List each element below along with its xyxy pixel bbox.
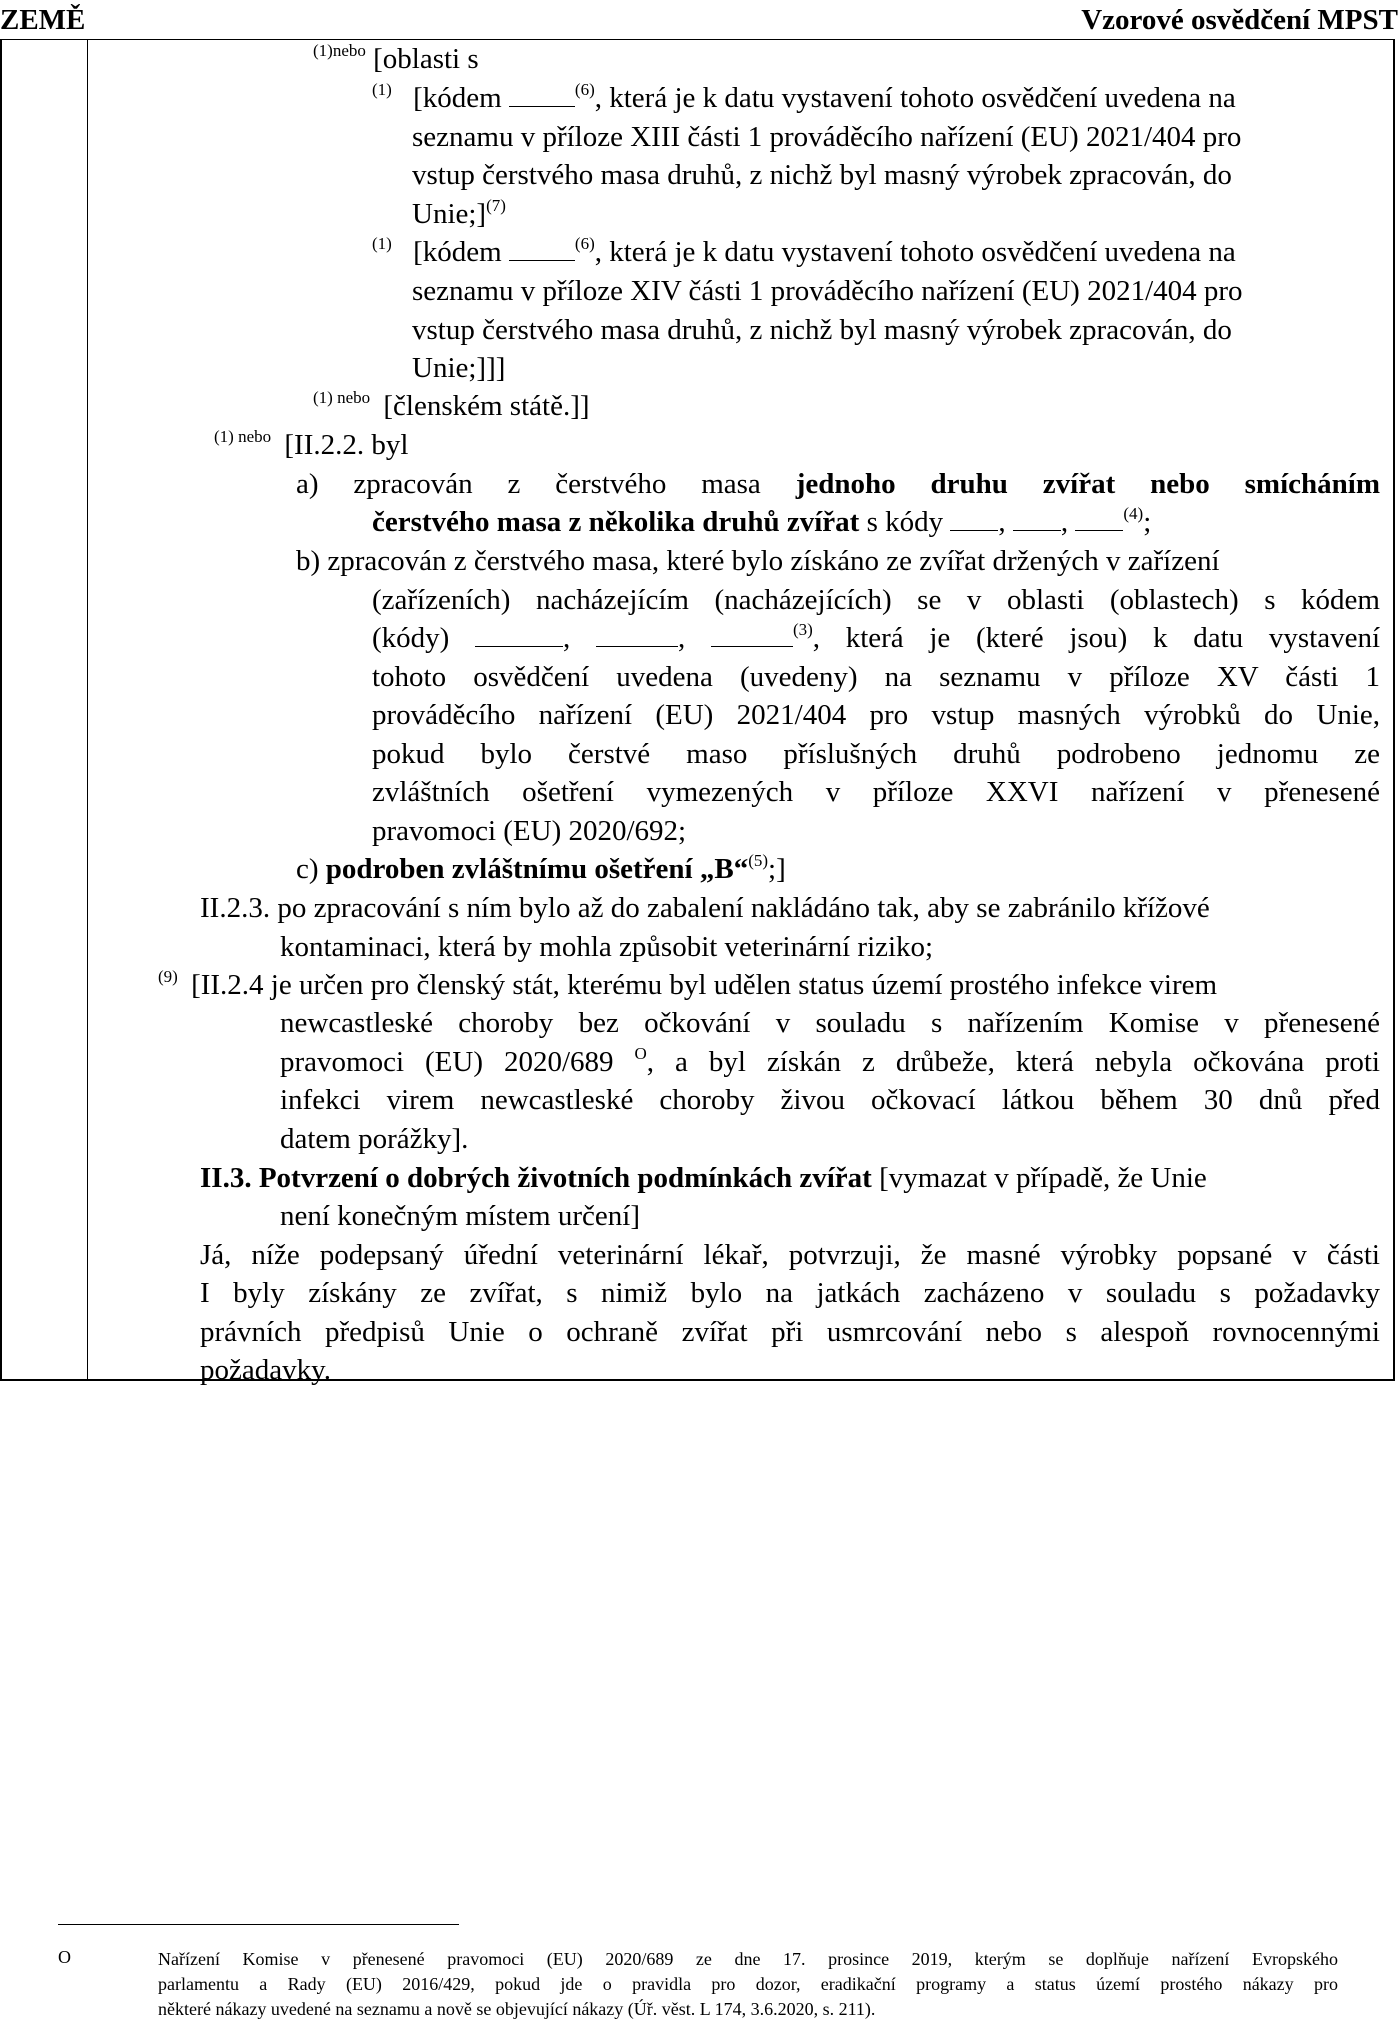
blank-field — [475, 624, 563, 647]
footnote-ref: (1) — [372, 80, 392, 99]
text-line: seznamu v příloze XIII části 1 prováděcího nařízení (EU) 2021/404 pro — [412, 121, 1242, 153]
item-b-line2: (zařízeních) nacházejícím (nacházejících) se v oblasti (oblastech) s kódem — [372, 584, 1380, 616]
text-span-bold: čerstvého masa z několika druhů zvířat — [372, 506, 860, 538]
footnote-ref: (1)nebo — [313, 41, 366, 60]
footnote-ref: (4) — [1123, 504, 1144, 523]
attestation-line3: právních předpisů Unie o ochraně zvířat při usmrcování nebo s alespoň rovnocennými — [200, 1316, 1380, 1348]
attestation-line1: Já, níže podepsaný úřední veterinární lékař, potvrzuji, že masné výrobky popsané v části — [200, 1239, 1380, 1271]
text-span: c) — [296, 853, 326, 885]
line-ii22 — [214, 426, 408, 464]
blank-field — [509, 84, 575, 107]
blank-field — [596, 624, 678, 647]
line-kodem-2 — [372, 233, 1236, 271]
item-b-line6: pokud bylo čerstvé maso příslušných druhů podrobeno jednomu ze — [372, 738, 1380, 770]
footnote-ref: O — [634, 1044, 647, 1063]
section-ii24-line5: datem porážky]. — [280, 1123, 469, 1155]
text-span: (kódy) — [372, 622, 476, 654]
blank-field — [711, 624, 793, 647]
section-ii3-line2: není konečným místem určení] — [280, 1200, 640, 1232]
section-ii24-line3 — [280, 1043, 1380, 1081]
text-span: [kódem — [413, 82, 509, 114]
footnote-ref: (1) — [372, 234, 392, 253]
blank-field — [1013, 508, 1061, 531]
section-ii24-line4: infekci virem newcastleské choroby živou očkovací látkou během 30 dnů před — [280, 1084, 1380, 1116]
attestation-line2: I byly získány ze zvířat, s nimiž bylo na jatkách zacházeno v souladu s požadavky — [200, 1277, 1380, 1309]
blank-field — [950, 508, 998, 531]
item-b-line8: pravomoci (EU) 2020/692; — [372, 815, 687, 847]
text-span: , — [1060, 506, 1076, 538]
text-span: pravomoci (EU) 2020/689 — [280, 1046, 635, 1078]
item-c — [296, 850, 786, 888]
item-b-line7: zvláštních ošetření vymezených v příloze XXVI nařízení v přenesené — [372, 776, 1380, 808]
footnote-line3: některé nákazy uvedené na seznamu a nově se objevující nákazy (Úř. věst. L 174, 3.6.2020, s. 211). — [158, 1999, 876, 2019]
text-span: , která je k datu vystavení tohoto osvědčení uvedena na — [594, 236, 1236, 268]
text-line — [412, 195, 506, 233]
blank-field — [509, 238, 575, 261]
column-divider — [87, 40, 88, 1379]
footnote-ref: (6) — [574, 80, 595, 99]
header-title: Vzorové osvědčení MPST — [1081, 4, 1398, 36]
text-span: Unie;] — [412, 198, 487, 230]
text-span: [II.2.4 je určen pro členský stát, kterému byl udělen status území prostého infekce virem — [191, 969, 1218, 1001]
text-span: a) zpracován z čerstvého masa — [296, 468, 796, 500]
item-b-line3 — [372, 619, 1380, 657]
section-ii3-title: II.3. Potvrzení o dobrých životních podmínkách zvířat — [200, 1162, 872, 1194]
text-span: ; — [1143, 506, 1152, 538]
header-country: ZEMĚ — [0, 4, 86, 36]
footnote-line1: Nařízení Komise v přenesené pravomoci (EU) 2020/689 ze dne 17. prosince 2019, kterým se doplňuje nařízení Evropského — [158, 1949, 1338, 1969]
line-oblasti — [313, 40, 479, 78]
text-span: , — [563, 622, 596, 654]
line-clenskem-state — [313, 387, 590, 425]
footnote-rule — [58, 1924, 459, 1925]
item-b-line4: tohoto osvědčení uvedena (uvedeny) na seznamu v příloze XV části 1 — [372, 661, 1380, 693]
text-span: , — [998, 506, 1013, 538]
text-line: vstup čerstvého masa druhů, z nichž byl masný výrobek zpracován, do — [412, 159, 1232, 191]
text-span: [oblasti s — [373, 43, 479, 75]
text-line: vstup čerstvého masa druhů, z nichž byl masný výrobek zpracován, do — [412, 314, 1232, 346]
footnote-ref: (6) — [574, 234, 595, 253]
text-line: Unie;]]] — [412, 352, 506, 384]
text-line: seznamu v příloze XIV části 1 prováděcího nařízení (EU) 2021/404 pro — [412, 275, 1243, 307]
attestation-line4: požadavky. — [200, 1354, 331, 1386]
item-b-line5: prováděcího nařízení (EU) 2021/404 pro vstup masných výrobků do Unie, — [372, 699, 1380, 731]
footnote-ref: (1) nebo — [313, 388, 371, 407]
text-span: , a byl získán z drůbeže, která nebyla očkována proti — [646, 1046, 1380, 1078]
section-ii3-line1 — [200, 1159, 1207, 1197]
footnote-ref: (7) — [486, 196, 506, 215]
text-span: ;] — [768, 853, 786, 885]
page-header — [0, 0, 1398, 40]
text-span: [členském státě.]] — [383, 390, 590, 422]
text-span: [vymazat v případě, že Unie — [871, 1162, 1207, 1194]
text-span: [kódem — [413, 236, 509, 268]
text-span: , — [677, 622, 711, 654]
text-span: , která je (které jsou) k datu vystavení — [812, 622, 1380, 654]
text-span-bold: jednoho druhu zvířat nebo smícháním — [795, 468, 1380, 500]
footnote-ref: (9) — [158, 967, 178, 986]
item-b-line1: b) zpracován z čerstvého masa, které bylo získáno ze zvířat držených v zařízení — [296, 545, 1220, 577]
section-ii24-line1 — [158, 966, 1217, 1004]
line-kodem-1 — [372, 79, 1236, 117]
text-span-bold: podroben zvláštnímu ošetření „B“ — [325, 853, 749, 885]
text-span: s kódy — [859, 506, 951, 538]
section-ii24-line2: newcastleské choroby bez očkování v souladu s nařízením Komise v přenesené — [280, 1007, 1380, 1039]
footnote-ref: (3) — [792, 620, 813, 639]
footnote-ref: (5) — [748, 851, 769, 870]
item-a-line2 — [372, 503, 1151, 541]
section-ii23-line1: II.2.3. po zpracování s ním bylo až do zabalení nakládáno tak, aby se zabránilo křížové — [200, 892, 1210, 924]
footnote-mark: O — [58, 1947, 71, 1967]
blank-field — [1075, 508, 1123, 531]
item-a-line1 — [296, 465, 1380, 503]
section-ii23-line2: kontaminaci, která by mohla způsobit veterinární riziko; — [280, 931, 934, 963]
text-span: , která je k datu vystavení tohoto osvědčení uvedena na — [594, 82, 1236, 114]
footnote-line2: parlamentu a Rady (EU) 2016/429, pokud jde o pravidla pro dozor, eradikační programy a status území prostého nákazy pro — [158, 1974, 1338, 1994]
footnote-ref: (1) nebo — [214, 427, 272, 446]
text-span: [II.2.2. byl — [284, 429, 409, 461]
